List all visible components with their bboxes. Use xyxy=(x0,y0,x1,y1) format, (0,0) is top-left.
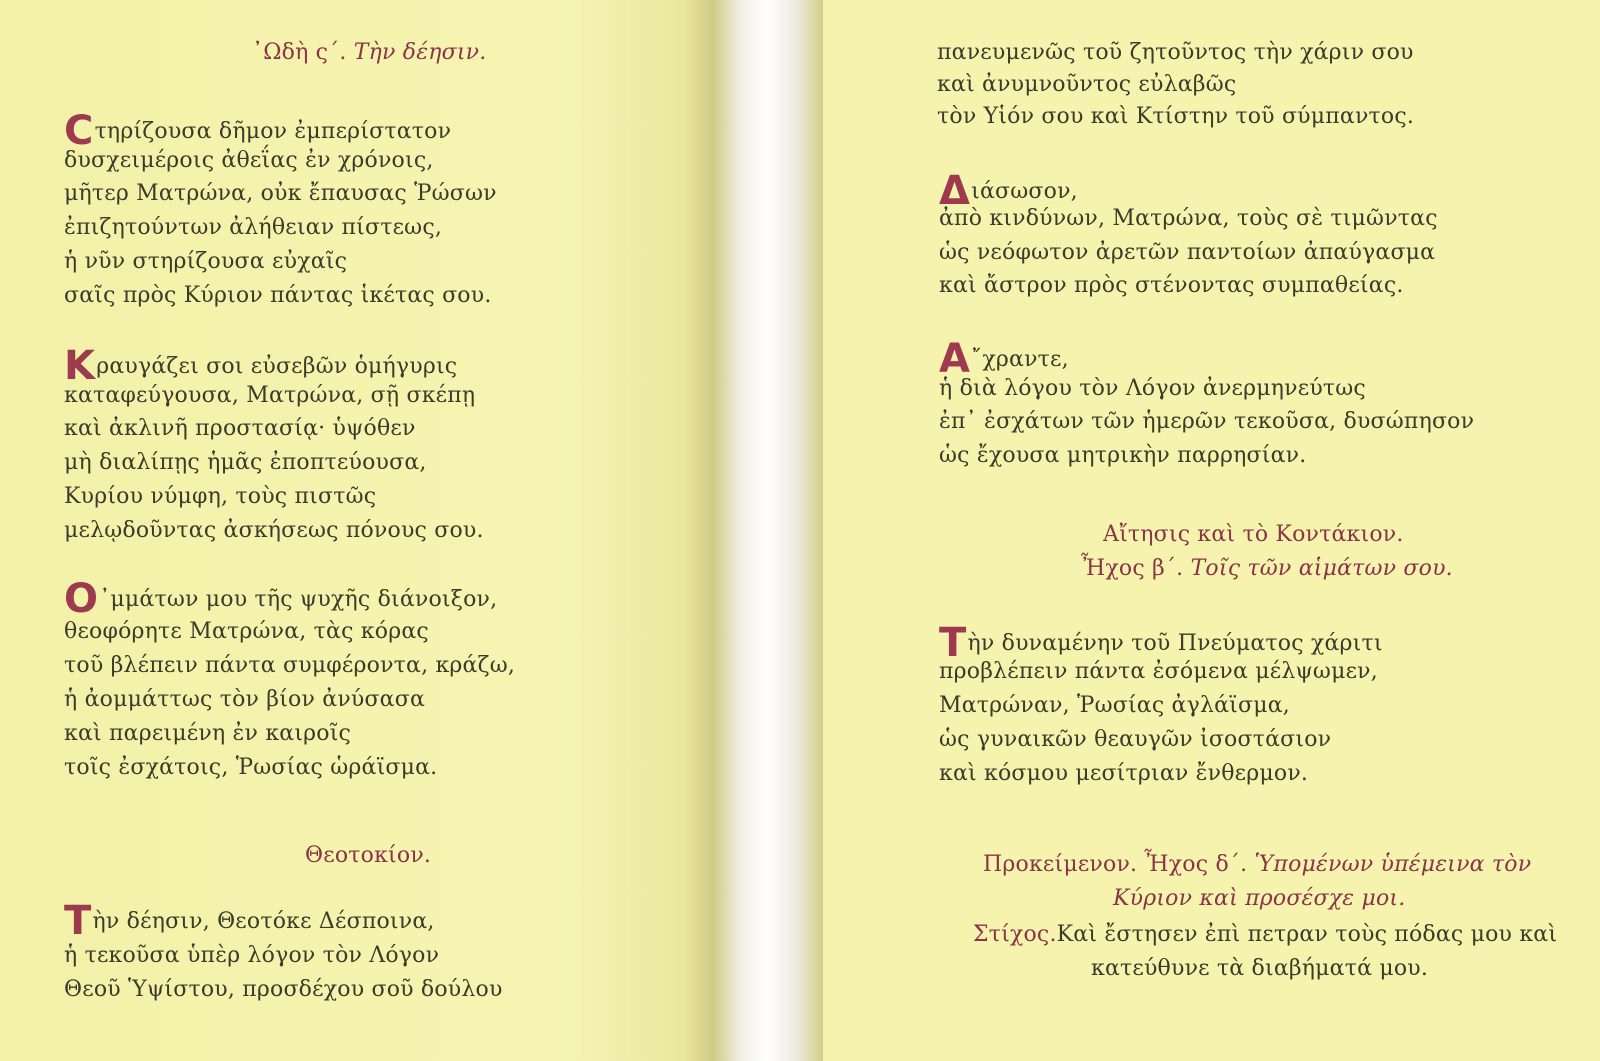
verse-text: ῎χραντε, xyxy=(971,347,1069,372)
theotokion-line-2: ἡ τεκοῦσα ὑπὲρ λόγον τὸν Λόγον xyxy=(64,943,440,968)
kontakion-line-2: προβλέπειν πάντα ἐσόμενα μέλψωμεν, xyxy=(939,659,1378,684)
stanza-1-line-2: δυσχειμέροις ἀθεΐας ἐν χρόνοις, xyxy=(64,148,434,173)
drop-cap: K xyxy=(64,343,96,389)
stanza-3-line-4: ἡ ἀομμάττως τὸν βίον ἀνύσασα xyxy=(64,687,426,712)
stichos-text-1: Καὶ ἔστησεν ἐπὶ πετραν τοὺς πόδας μου καὶ xyxy=(1056,922,1558,947)
right-stanza-2-line-2: ἡ διὰ λόγου τὸν Λόγον ἀνερμηνεύτως xyxy=(939,376,1366,401)
theotokion-line-3: Θεοῦ Ὑψίστου, προσδέχου σοῦ δούλου xyxy=(64,977,503,1002)
book-gutter xyxy=(713,0,823,1061)
right-page xyxy=(823,0,1600,1061)
theotokion-line-1 xyxy=(64,898,435,944)
stanza-3-line-3: τοῦ βλέπειν πάντα συμφέροντα, κράζω, xyxy=(64,653,516,678)
verse-text: ὴν δέησιν, Θεοτόκε Δέσποινα, xyxy=(92,909,435,934)
stanza-3-line-5: καὶ παρειμένη ἐν καιροῖς xyxy=(64,721,352,746)
ode-heading-italic: Τὴν δέησιν. xyxy=(353,40,487,65)
verse-text: ᾿μμάτων μου τῆς ψυχῆς διάνοιξον, xyxy=(99,587,498,612)
stanza-2-line-2: καταφεύγουσα, Ματρώνα, σῇ σκέπῃ xyxy=(64,383,476,408)
kontakion-tone xyxy=(1081,556,1453,581)
verse-text: ραυγάζει σοι εὐσεβῶν ὁμήγυρις xyxy=(96,354,458,379)
continuation-line-1: πανευμενῶς τοῦ ζητοῦντος τὴν χάριν σου xyxy=(937,40,1414,65)
stanza-3-line-2: θεοφόρητε Ματρώνα, τὰς κόρας xyxy=(64,619,429,644)
verse-text: τηρίζουσα δῆμον ἐμπερίστατον xyxy=(94,119,452,144)
stanza-2-line-4: μὴ διαλίπῃς ἡμᾶς ἐποπτεύουσα, xyxy=(64,450,427,475)
ode-heading xyxy=(252,40,486,65)
prokeimenon-line-2: Κύριον καὶ προσέσχε μοι. xyxy=(1113,886,1406,911)
continuation-line-3: τὸν Υἱόν σου καὶ Κτίστην τοῦ σύμπαντος. xyxy=(937,104,1415,129)
prokeimenon-italic-1: Ὑπομένων ὑπέμεινα τὸν xyxy=(1254,852,1532,877)
kontakion-tone-prefix: Ἦχος β΄. xyxy=(1081,556,1184,581)
kontakion-line-3: Ματρώναν, Ῥωσίας ἀγλάϊσμα, xyxy=(939,693,1290,718)
stanza-2-line-5: Κυρίου νύμφη, τοὺς πιστῶς xyxy=(64,484,377,509)
prokeimenon-line-1 xyxy=(983,852,1531,877)
stanza-1-line-4: ἐπιζητούντων ἀλήθειαν πίστεως, xyxy=(64,215,443,240)
ode-heading-prefix: ᾿Ωδὴ ς΄. xyxy=(252,40,347,65)
stanza-3-line-6: τοῖς ἐσχάτοις, Ῥωσίας ὡράϊσμα. xyxy=(64,755,438,780)
continuation-line-2: καὶ ἀνυμνοῦντος εὐλαβῶς xyxy=(937,72,1237,97)
right-stanza-1-line-3: ὡς νεόφωτον ἀρετῶν παντοίων ἀπαύγασμα xyxy=(939,240,1436,265)
kontakion-line-5: καὶ κόσμου μεσίτριαν ἔνθερμον. xyxy=(939,761,1309,786)
stichos-line-1 xyxy=(973,922,1557,947)
stichos-line-2: κατεύθυνε τὰ διαβήματά μου. xyxy=(1091,956,1429,981)
drop-cap: C xyxy=(64,108,94,154)
stanza-2-line-3: καὶ ἀκλινῆ προστασίᾳ· ὑψόθεν xyxy=(64,416,416,441)
stanza-1-line-5: ἡ νῦν στηρίζουσα εὐχαῖς xyxy=(64,249,348,274)
drop-cap: Α xyxy=(939,336,971,382)
right-stanza-1-line-2: ἀπὸ κινδύνων, Ματρώνα, τοὺς σὲ τιμῶντας xyxy=(939,206,1438,231)
drop-cap: T xyxy=(939,620,967,666)
kontakion-tone-italic: Τοῖς τῶν αἱμάτων σου. xyxy=(1190,556,1453,581)
prokeimenon-prefix: Προκείμενον. Ἦχος δ΄. xyxy=(983,852,1248,877)
left-page xyxy=(0,0,713,1061)
stanza-1-line-6: σαῖς πρὸς Κύριον πάντας ἱκέτας σου. xyxy=(64,283,492,308)
drop-cap: T xyxy=(64,898,92,944)
verse-text: ιάσωσον, xyxy=(971,179,1078,204)
drop-cap: O xyxy=(64,576,99,622)
right-stanza-2-line-3: ἐπ᾿ ἐσχάτων τῶν ἡμερῶν τεκοῦσα, δυσώπησον xyxy=(939,409,1475,434)
stanza-2-line-6: μελῳδοῦντας ἀσκήσεως πόνους σου. xyxy=(64,518,484,543)
theotokion-label: Θεοτοκίον. xyxy=(305,843,432,868)
stanza-3-line-1 xyxy=(64,576,497,622)
verse-text: ὴν δυναμένην τοῦ Πνεύματος χάριτι xyxy=(967,631,1383,656)
kontakion-heading: Αἴτησις καὶ τὸ Κοντάκιον. xyxy=(1103,522,1404,547)
stichos-label: Στίχος. xyxy=(973,922,1057,947)
right-stanza-1-line-4: καὶ ἄστρον πρὸς στένοντας συμπαθείας. xyxy=(939,273,1404,298)
right-stanza-2-line-4: ὡς ἔχουσα μητρικὴν παρρησίαν. xyxy=(939,443,1307,468)
kontakion-line-4: ὡς γυναικῶν θεαυγῶν ἰσοστάσιον xyxy=(939,727,1332,752)
stanza-1-line-3: μῆτερ Ματρώνα, οὐκ ἔπαυσας Ῥώσων xyxy=(64,181,497,206)
drop-cap: Δ xyxy=(939,168,971,214)
